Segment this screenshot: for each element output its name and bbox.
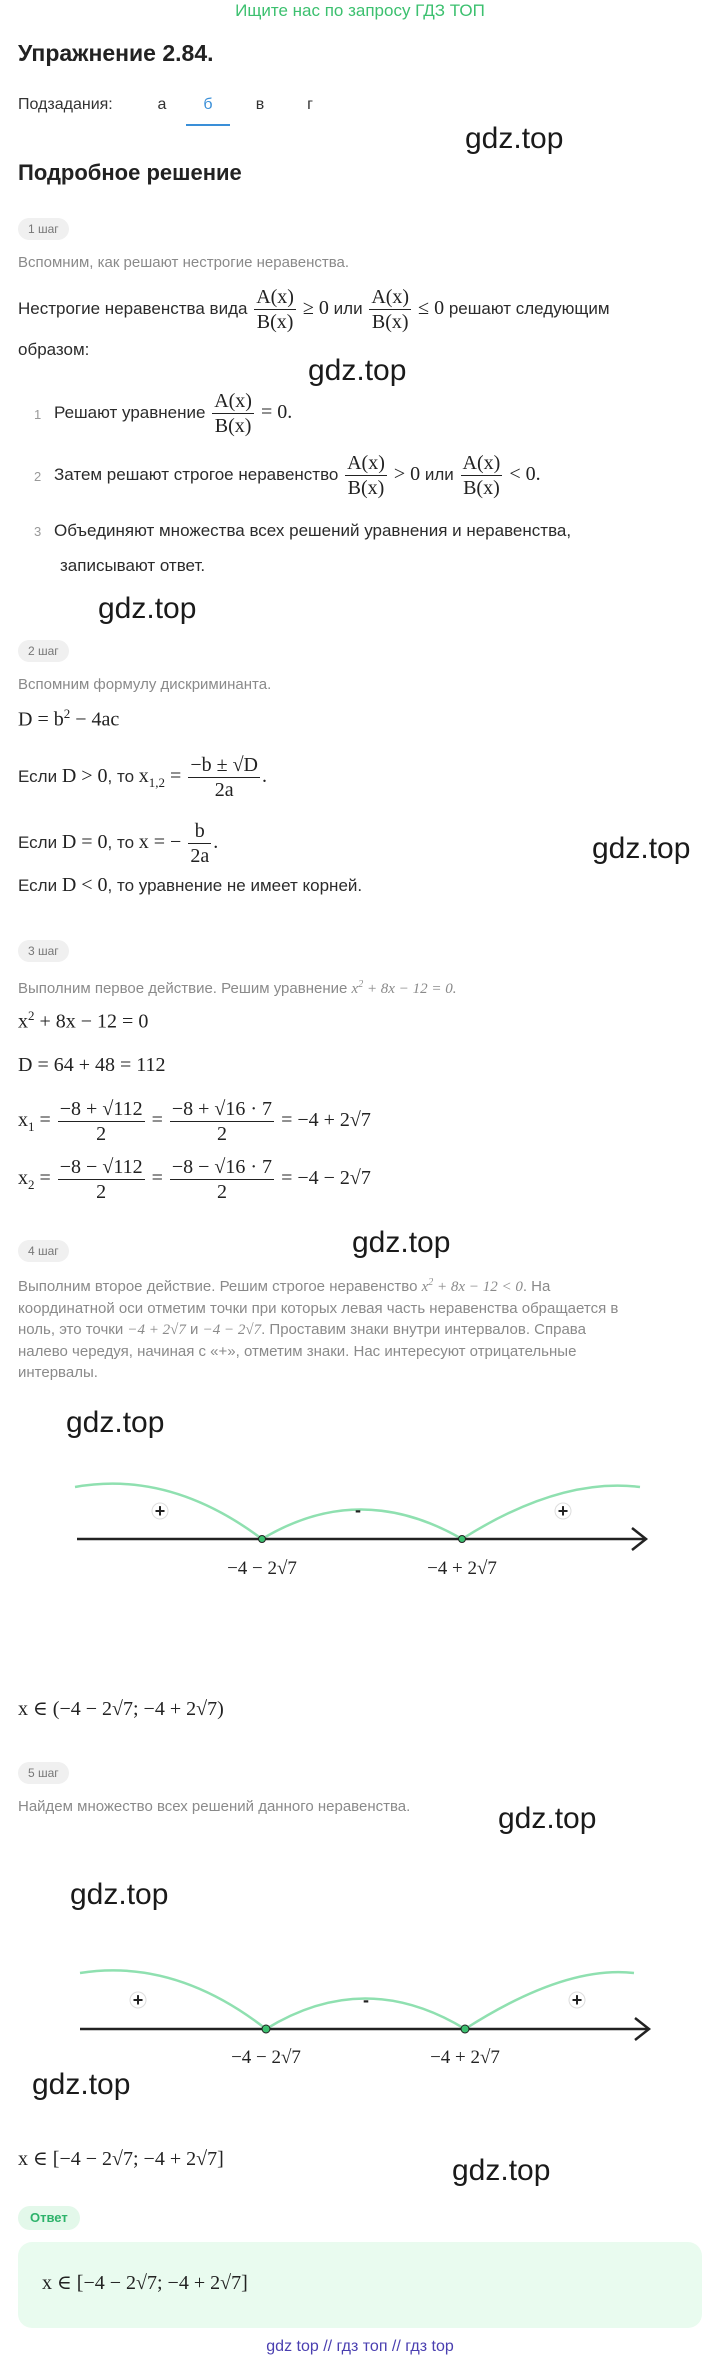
step-badge: 1 шаг (18, 218, 69, 240)
case-zero: Если D = 0, то x = − $\frac{b}{2a}$ . (18, 819, 219, 867)
sign-curve (75, 1484, 262, 1539)
list-number: 3 (34, 524, 42, 539)
step-badge: 3 шаг (18, 940, 69, 962)
point-left (262, 2025, 270, 2033)
step4-result: x ∈ (−4 − 2√7; −4 + 2√7) (18, 1698, 224, 1720)
sign-plus: + (557, 1501, 569, 1521)
formula: $D = b^2 - 4ac$ (18, 706, 120, 731)
watermark: gdz.top (70, 1878, 169, 1911)
step1-line2: образом: (18, 340, 90, 359)
step-badge: 5 шаг (18, 1762, 69, 1784)
tab-g[interactable]: г (307, 96, 313, 113)
sign-curve (262, 1510, 462, 1540)
point-label-left: −4 − 2√7 (227, 1558, 297, 1579)
subtasks-label: Подзадания: (18, 96, 113, 113)
sign-minus: - (363, 1990, 369, 2010)
sign-plus: + (571, 1990, 583, 2010)
sign-curve (80, 1970, 266, 2029)
step-intro: Вспомним, как решают нестрогие неравенства. (18, 254, 350, 271)
step5-result: x ∈ [−4 − 2√7; −4 + 2√7] (18, 2148, 224, 2170)
watermark: gdz.top (498, 1802, 597, 1835)
watermark: gdz.top (98, 592, 197, 625)
point-label-right: −4 + 2√7 (430, 2047, 500, 2068)
root-x1: $x_1$ = $\frac{-8 + √112}{2}$ = $\frac{-8 + √16 \cdot 7}{2}$ = −4 + 2√7 (18, 1097, 371, 1145)
step-badge: 4 шаг (18, 1240, 69, 1262)
search-banner[interactable]: Ищите нас по запросу ГДЗ ТОП (235, 1, 485, 20)
tab-a[interactable]: а (157, 96, 167, 113)
point-right (461, 2025, 469, 2033)
watermark: gdz.top (592, 832, 691, 865)
case-positive: Если D > 0, то $x_{1,2}$ = $\frac{-b \pm √D}{2a}$ . (18, 753, 267, 801)
number-line-diagram (0, 1450, 720, 1600)
tab-b[interactable]: б (203, 96, 213, 113)
list-item: Решают уравнение $\frac{A(x)}{B(x)}$ = 0. (54, 389, 293, 437)
step1-line1: Нестрогие неравенства вида $\frac{A(x)}{B(x)}$ ≥ 0 или $\frac{A(x)}{B(x)}$ ≤ 0 решают следующим (18, 285, 610, 333)
watermark: gdz.top (308, 354, 407, 387)
active-tab-underline (186, 124, 230, 126)
list-number: 1 (34, 407, 42, 422)
watermark: gdz.top (66, 1406, 165, 1439)
watermark: gdz.top (32, 2068, 131, 2101)
section-title: Подробное решение (18, 160, 242, 185)
discriminant: D = 64 + 48 = 112 (18, 1054, 166, 1076)
sign-plus: + (154, 1501, 166, 1521)
point-label-left: −4 − 2√7 (231, 2047, 301, 2068)
watermark: gdz.top (452, 2154, 551, 2187)
step-text: Выполним второе действие. Решим строгое неравенство $x^2 + 8x - 12 < 0$. На координатной оси отметим точки при которых левая часть неравенства обращается в ноль, это точки −4 + 2√7 и −4 − 2√7. Проставим знаки внутри интервалов. Справа налево чередуя, начиная с «+», отметим знаки. Нас интересуют отрицательные интервалы. (18, 1277, 619, 1381)
sign-plus: + (132, 1990, 144, 2010)
equation: $x^2 + 8x - 12 = 0$ (18, 1008, 149, 1033)
sign-minus: - (355, 1500, 361, 1520)
answer-badge: Ответ (18, 2206, 80, 2230)
list-number: 2 (34, 469, 42, 484)
watermark: gdz.top (465, 122, 564, 155)
list-item-continuation: записывают ответ. (60, 556, 206, 575)
list-item: Затем решают строгое неравенство $\frac{A(x)}{B(x)}$ > 0 или $\frac{A(x)}{B(x)}$ < 0. (54, 451, 541, 499)
step-intro: Найдем множество всех решений данного неравенства. (18, 1798, 411, 1815)
step-badge: 2 шаг (18, 640, 69, 662)
step-intro: Вспомним формулу дискриминанта. (18, 676, 272, 693)
step-intro: Выполним первое действие. Решим уравнение $x^2 + 8x - 12 = 0$. (18, 979, 457, 997)
list-item: Объединяют множества всех решений уравнения и неравенства, (54, 521, 572, 540)
watermark: gdz.top (352, 1226, 451, 1259)
answer-box (18, 2242, 702, 2328)
root-x2: $x_2$ = $\frac{-8 - √112}{2}$ = $\frac{-8 - √16 \cdot 7}{2}$ = −4 − 2√7 (18, 1155, 371, 1203)
page-title: Упражнение 2.84. (18, 40, 214, 66)
final-answer: x ∈ [−4 − 2√7; −4 + 2√7] (42, 2272, 248, 2294)
point-label-right: −4 + 2√7 (427, 1558, 497, 1579)
point-right (459, 1536, 466, 1543)
footer-links[interactable]: gdz top // гдз топ // гдз top (266, 2338, 454, 2355)
sign-curve (462, 1486, 640, 1539)
case-negative: Если D < 0, то уравнение не имеет корней. (18, 874, 363, 896)
point-left (259, 1536, 266, 1543)
tab-v[interactable]: в (255, 96, 265, 113)
sign-curve (465, 1972, 634, 2029)
